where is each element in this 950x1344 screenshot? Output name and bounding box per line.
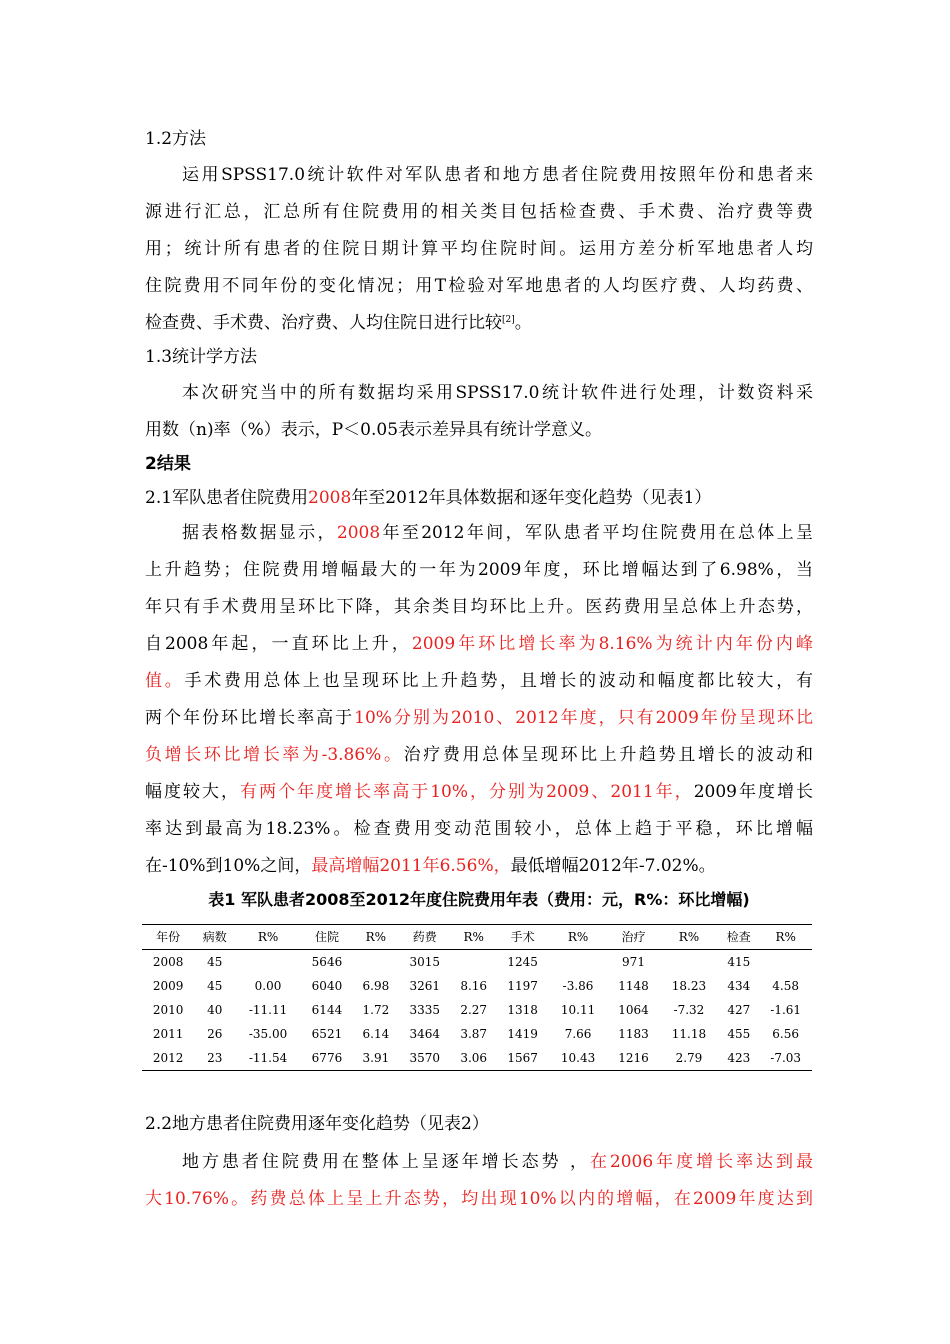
table-cell: 8.16 xyxy=(460,979,488,993)
citation-ref: [2] xyxy=(502,315,515,325)
paragraph-line: 住院费用不同年份的变化情况；用T检验对军地患者的人均医疗费、人均药费、 xyxy=(145,276,813,296)
text-span: 幅度较大， xyxy=(145,782,241,802)
text-span: 治疗费用总体呈现环比上升趋势且增长的波动和 xyxy=(403,745,813,765)
table-cell: 434 xyxy=(727,979,751,993)
paragraph-line: 上升趋势；住院费用增幅最大的一年为2009年度，环比增幅达到了6.98%，当 xyxy=(145,560,813,580)
table-cell: 1148 xyxy=(618,979,649,993)
paragraph-line: 运用SPSS17.0统计软件对军队患者和地方患者住院费用按照年份和患者来 xyxy=(182,165,813,185)
col-header: R% xyxy=(567,930,589,944)
table-cell: -7.32 xyxy=(673,1003,705,1017)
col-header: 检查 xyxy=(726,930,751,944)
paragraph-line: 本次研究当中的所有数据均采用SPSS17.0统计软件进行处理，计数资料采 xyxy=(182,383,813,403)
table-cell: 6.56 xyxy=(772,1027,800,1041)
table-cell: -11.11 xyxy=(248,1003,288,1017)
paragraph-line: 大10.76%。药费总体上呈上升态势，均出现10%以内的增幅，在2009年度达到 xyxy=(145,1189,813,1209)
paragraph-line xyxy=(145,743,813,767)
text-span: 2.1军队患者住院费用 xyxy=(145,488,309,508)
table-cell xyxy=(759,950,812,975)
table-cell: 10.43 xyxy=(560,1051,596,1065)
cost-table xyxy=(142,924,812,1071)
highlight-span: 2008 xyxy=(336,523,381,543)
paragraph-line xyxy=(145,669,813,693)
table-cell xyxy=(451,950,497,975)
table-cell: 10.11 xyxy=(560,1003,596,1017)
paragraph-line xyxy=(145,780,813,804)
highlight-span: 2008 xyxy=(308,488,352,508)
table-cell: 18.23 xyxy=(671,979,707,993)
table-row xyxy=(142,1046,812,1071)
highlight-span: 有两个年度增长率高于10%，分别为2009、2011年， xyxy=(240,782,694,802)
text-span: 两个年份环比增长率高于 xyxy=(145,708,355,728)
table-cell: 4.58 xyxy=(772,979,800,993)
text-span: 年至2012年间，军队患者平均住院费用在总体上呈 xyxy=(380,523,813,543)
table-row xyxy=(142,974,812,998)
text-span: 年至2012年具体数据和逐年变化趋势（见表1） xyxy=(351,488,712,508)
text-span: 检查费、手术费、治疗费、人均住院日进行比较 xyxy=(145,313,502,333)
paragraph-line: 用数（n)率（%）表示，P＜0.05表示差异具有统计学意义。 xyxy=(145,420,603,440)
col-header: 药费 xyxy=(412,930,437,944)
col-header: 治疗 xyxy=(621,930,646,944)
table-cell: 423 xyxy=(727,1051,751,1065)
table-cell: 1.72 xyxy=(362,1003,390,1017)
table-cell: 1567 xyxy=(507,1051,538,1065)
paragraph-line xyxy=(145,854,813,878)
table-cell: 3015 xyxy=(409,955,441,969)
table-cell: 1197 xyxy=(507,979,538,993)
table-cell: 6521 xyxy=(311,1027,343,1041)
paragraph-line xyxy=(145,311,813,335)
table-cell: 2.27 xyxy=(460,1003,488,1017)
text-span: 2009年度增长 xyxy=(693,782,813,802)
section-heading-2-2: 2.2地方患者住院费用逐年变化趋势（见表2） xyxy=(145,1114,489,1134)
text-span: 手术费用总体上也呈现环比上升趋势，且增长的波动和幅度都比较大，有 xyxy=(184,671,813,691)
highlight-span: 最高增幅2011年6.56%， xyxy=(311,856,511,876)
table-cell: 415 xyxy=(727,955,751,969)
col-header: R% xyxy=(463,930,484,944)
table-cell: 23 xyxy=(207,1051,223,1065)
table-cell: 3.91 xyxy=(362,1051,390,1065)
table-cell: 1318 xyxy=(507,1003,538,1017)
table-header-row xyxy=(142,925,812,950)
table-cell: 6144 xyxy=(311,1003,343,1017)
text-span: 。 xyxy=(514,313,532,333)
table-cell: -11.54 xyxy=(248,1051,288,1065)
table-cell xyxy=(235,950,301,975)
table-row xyxy=(142,998,812,1022)
table-cell: 2010 xyxy=(152,1003,184,1017)
text-span: 最低增幅2012年-7.02%。 xyxy=(510,856,716,876)
table-cell: 3335 xyxy=(409,1003,441,1017)
table-cell: 1419 xyxy=(507,1027,538,1041)
table-cell: 45 xyxy=(207,979,223,993)
table-cell: 427 xyxy=(727,1003,751,1017)
table-row xyxy=(142,950,812,975)
table-cell: 2012 xyxy=(152,1051,184,1065)
paragraph-line: 率达到最高为18.23%。检查费用变动范围较小，总体上趋于平稳，环比增幅 xyxy=(145,819,813,839)
table-cell: 3.06 xyxy=(460,1051,488,1065)
table-cell: 6040 xyxy=(311,979,343,993)
text-span: 在-10%到10%之间， xyxy=(145,856,312,876)
paragraph-line xyxy=(182,1150,813,1174)
table-caption: 表1 军队患者2008至2012年度住院费用年表（费用：元，R%：环比增幅) xyxy=(208,890,750,909)
col-header: R% xyxy=(678,930,700,944)
table-cell: 1064 xyxy=(618,1003,649,1017)
paragraph-line xyxy=(145,706,813,730)
text-span: 据表格数据显示， xyxy=(182,523,337,543)
section-heading-2: 2结果 xyxy=(145,454,191,474)
table-cell: 2008 xyxy=(152,955,184,969)
table-cell: 0.00 xyxy=(254,979,282,993)
table-cell xyxy=(353,950,399,975)
col-header: 住院 xyxy=(314,930,339,944)
table-cell: 5646 xyxy=(311,955,343,969)
paragraph-line: 源进行汇总，汇总所有住院费用的相关类目包括检查费、手术费、治疗费等费 xyxy=(145,202,813,222)
table-cell: 2011 xyxy=(152,1027,184,1041)
table-cell: 455 xyxy=(727,1027,751,1041)
table-cell: 6.98 xyxy=(362,979,390,993)
paragraph-line: 年只有手术费用呈环比下降，其余类目均环比上升。医药费用呈总体上升态势， xyxy=(145,597,813,617)
section-heading-1-2: 1.2方法 xyxy=(145,129,207,149)
table-cell: 3464 xyxy=(409,1027,441,1041)
paragraph-line xyxy=(182,521,813,545)
highlight-span: 负增长环比增长率为-3.86%。 xyxy=(145,745,404,765)
table-cell: 11.18 xyxy=(671,1027,707,1041)
table-cell: 1216 xyxy=(618,1051,649,1065)
table-cell: -35.00 xyxy=(248,1027,288,1041)
table-cell: 3.87 xyxy=(460,1027,488,1041)
table-cell: 1245 xyxy=(507,955,538,969)
highlight-span: 值。 xyxy=(145,671,185,691)
table-cell: 971 xyxy=(622,955,645,969)
paragraph-line: 用；统计所有患者的住院日期计算平均住院时间。运用方差分析军地患者人均 xyxy=(145,239,813,259)
text-span: 自2008年起，一直环比上升， xyxy=(145,634,412,654)
section-heading-1-3: 1.3统计学方法 xyxy=(145,347,258,367)
table-cell xyxy=(660,950,719,975)
table-cell: -7.03 xyxy=(770,1051,802,1065)
paragraph-line xyxy=(145,632,813,656)
table-cell: 40 xyxy=(207,1003,223,1017)
col-header: R% xyxy=(257,930,279,944)
text-span: 地方患者住院费用在整体上呈逐年增长态势 ， xyxy=(182,1152,590,1172)
table-cell: 26 xyxy=(207,1027,223,1041)
highlight-span: 2009年环比增长率为8.16%为统计内年份内峰 xyxy=(411,634,813,654)
col-header: R% xyxy=(775,930,796,944)
table-cell: 3570 xyxy=(409,1051,441,1065)
table-cell: 45 xyxy=(207,955,223,969)
col-header: 年份 xyxy=(156,930,181,944)
table-cell: -3.86 xyxy=(562,979,594,993)
table-cell: 6776 xyxy=(311,1051,343,1065)
table-cell: 7.66 xyxy=(564,1027,592,1041)
col-header: 病数 xyxy=(202,930,227,944)
table-cell: 1183 xyxy=(618,1027,649,1041)
col-header: R% xyxy=(365,930,387,944)
col-header: 手术 xyxy=(510,930,535,944)
table-cell: 2009 xyxy=(152,979,184,993)
table-row xyxy=(142,1022,812,1046)
table-cell: 2.79 xyxy=(675,1051,703,1065)
highlight-span: 在2006年度增长率达到最 xyxy=(589,1152,813,1172)
section-heading-2-1 xyxy=(145,486,813,510)
table-cell: -1.61 xyxy=(770,1003,802,1017)
table-cell: 6.14 xyxy=(362,1027,390,1041)
table-cell xyxy=(549,950,608,975)
table-cell: 3261 xyxy=(409,979,441,993)
highlight-span: 10%分别为2010、2012年度，只有2009年份呈现环比 xyxy=(354,708,813,728)
